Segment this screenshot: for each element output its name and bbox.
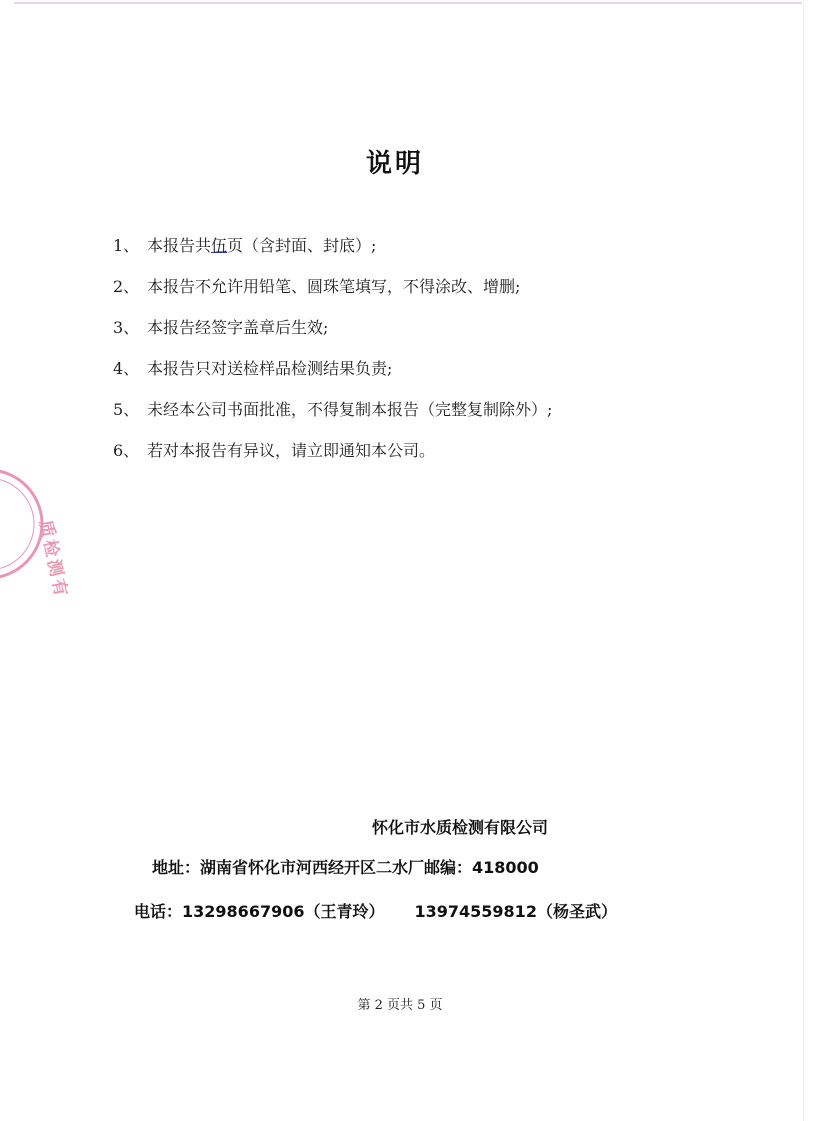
note-number: 2、: [113, 277, 140, 296]
company-phone: [134, 899, 617, 922]
page-right-edge: [803, 0, 804, 1121]
note-page-count: 伍: [211, 236, 228, 255]
note-item: [113, 400, 552, 441]
note-text: 未经本公司书面批准，不得复制本报告（完整复制除外）;: [147, 400, 553, 419]
note-text-tail: 页（含封面、封底）;: [227, 236, 377, 255]
note-number: 3、: [113, 318, 140, 337]
note-text: 本报告共: [147, 236, 212, 255]
phone-number-1: 13298667906（王青玲）: [182, 902, 385, 921]
note-item: [113, 236, 552, 277]
note-number: 5、: [113, 400, 140, 419]
page-title: 说明: [365, 149, 424, 179]
phone-number-2: 13974559812（杨圣武）: [414, 902, 617, 921]
seal-stamp-icon: [0, 462, 72, 601]
phone-label: 电话：: [134, 902, 183, 921]
svg-text:质检测有: 质检测有: [34, 518, 72, 601]
note-number: 1、: [113, 236, 140, 255]
note-item: [113, 359, 552, 400]
note-text: 本报告不允许用铅笔、圆珠笔填写，不得涂改、增删;: [147, 277, 521, 296]
note-item: [113, 277, 552, 318]
company-name: 怀化市水质检测有限公司: [372, 818, 549, 837]
note-item: [113, 318, 552, 359]
note-number: 6、: [113, 441, 140, 460]
note-text: 本报告只对送检样品检测结果负责;: [147, 359, 393, 378]
company-address: 地址：湖南省怀化市河西经开区二水厂邮编：418000: [152, 858, 539, 877]
note-text: 本报告经签字盖章后生效;: [147, 318, 329, 337]
note-item: [113, 441, 552, 482]
note-number: 4、: [113, 359, 140, 378]
page-top-edge: [14, 2, 802, 4]
note-text: 若对本报告有异议，请立即通知本公司。: [147, 441, 436, 460]
notes-list: [113, 236, 552, 482]
page-number: 第 2 页共 5 页: [357, 998, 443, 1013]
